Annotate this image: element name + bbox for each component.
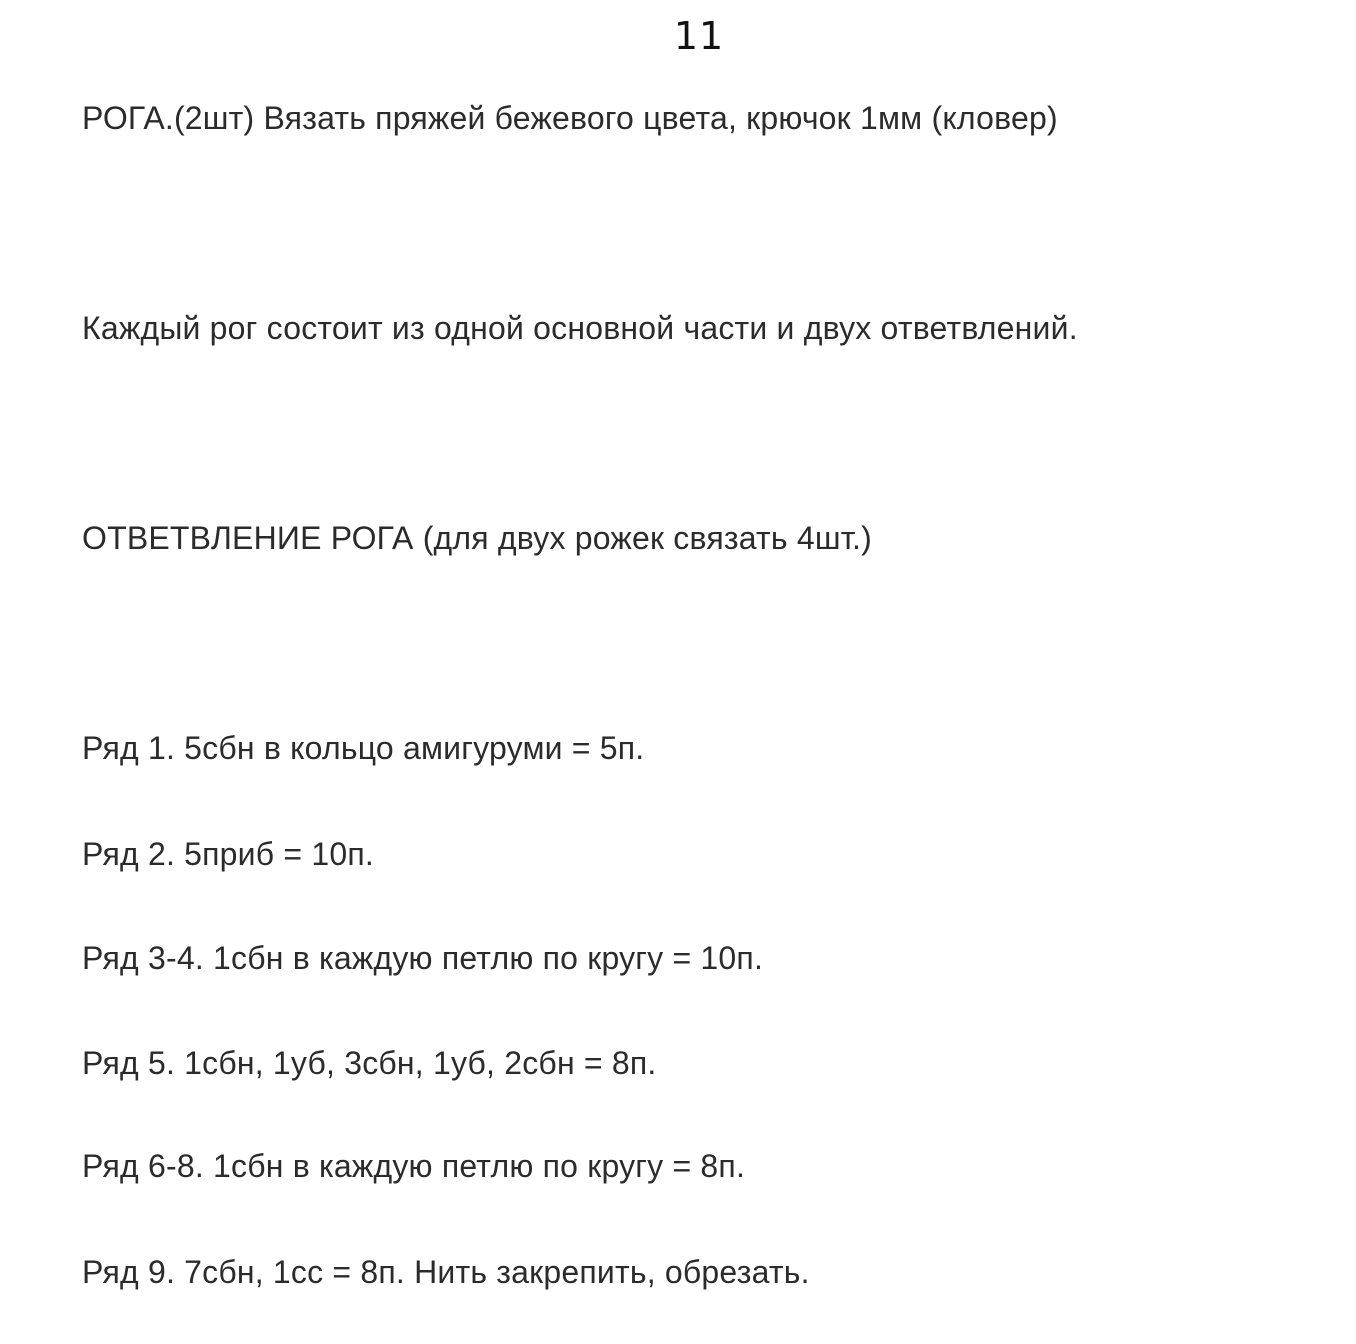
pattern-row-5: Ряд 5. 1сбн, 1уб, 3сбн, 1уб, 2сбн = 8п. — [82, 1045, 657, 1081]
pattern-row-1: Ряд 1. 5сбн в кольцо амигуруми = 5п. — [82, 730, 645, 766]
page-number: 11 — [673, 14, 725, 58]
pattern-row-9: Ряд 9. 7сбн, 1сс = 8п. Нить закрепить, обрезать. — [82, 1254, 810, 1290]
pattern-row-6-8: Ряд 6-8. 1сбн в каждую петлю по кругу = 8п. — [82, 1148, 746, 1184]
section-title-branch: ОТВЕТВЛЕНИЕ РОГА (для двух рожек связать 4шт.) — [82, 520, 872, 556]
horn-description: Каждый рог состоит из одной основной части и двух ответвлений. — [82, 310, 1078, 346]
pattern-row-2: Ряд 2. 5приб = 10п. — [82, 836, 374, 872]
section-heading-horns: РОГА.(2шт) Вязать пряжей бежевого цвета, крючок 1мм (кловер) — [82, 100, 1058, 136]
pattern-row-3-4: Ряд 3-4. 1сбн в каждую петлю по кругу = 10п. — [82, 940, 764, 976]
